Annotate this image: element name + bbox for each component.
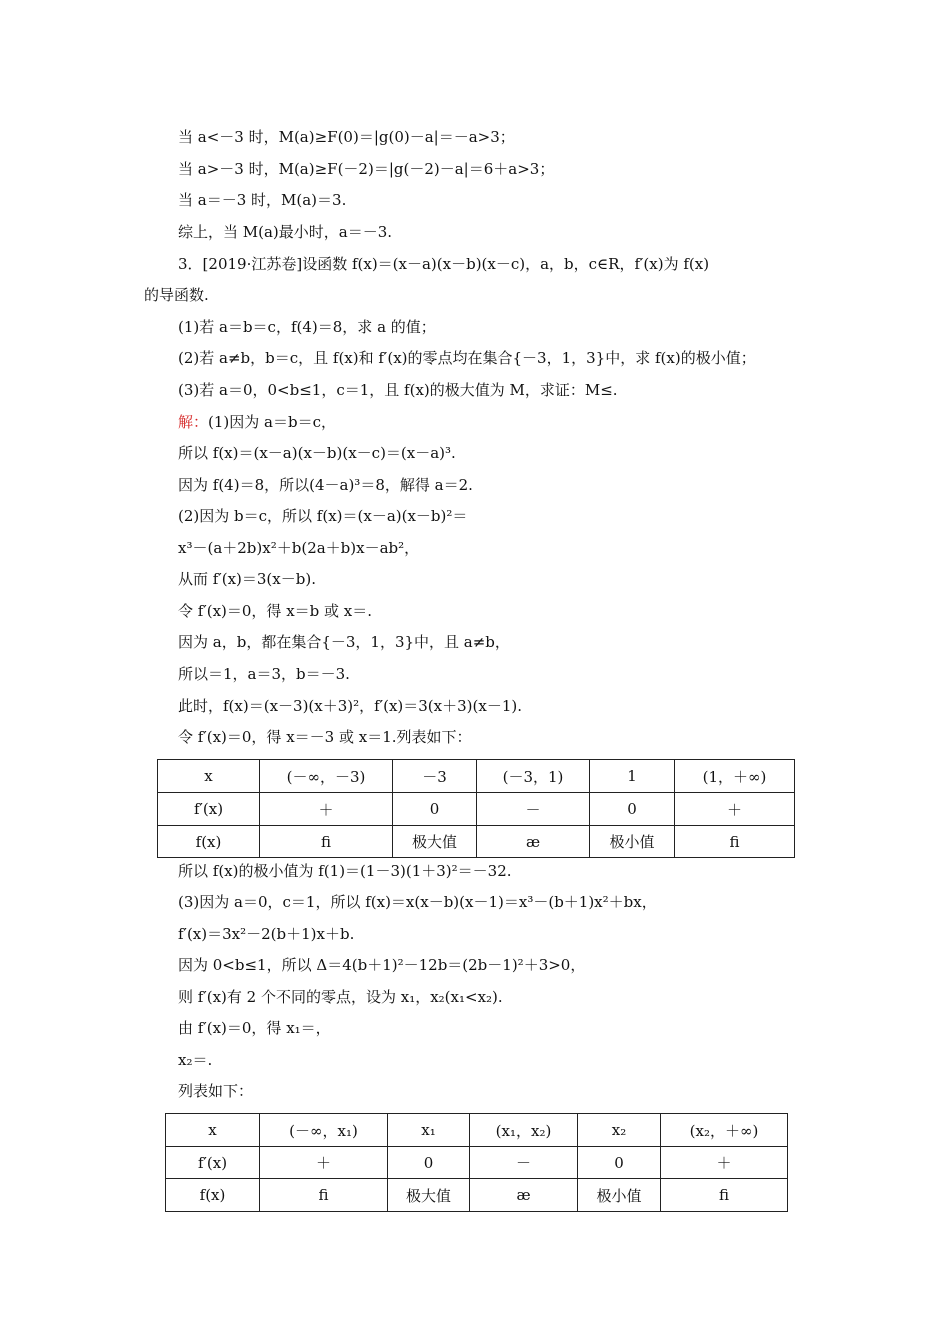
- text-line: 因为 f(4)＝8，所以(4－a)³＝8，解得 a＝2.: [178, 476, 473, 494]
- table-cell: æ: [477, 826, 590, 858]
- table-cell: (－∞，x₁): [260, 1114, 388, 1147]
- problem-statement: 3．[2019·江苏卷]设函数 f(x)＝(x－a)(x－b)(x－c)，a，b，c∈R，f′(x)为 f(x): [178, 255, 710, 273]
- table-cell: 0: [388, 1147, 470, 1179]
- text-line: 令 f′(x)＝0，得 x＝b 或 x＝.: [178, 602, 373, 620]
- text-line: (3)因为 a＝0，c＝1，所以 f(x)＝x(x－b)(x－1)＝x³－(b＋1)x²＋bx，: [178, 893, 657, 911]
- table-cell: (1，＋∞): [675, 760, 795, 793]
- table-cell: ＋: [675, 793, 795, 826]
- text-line: 列表如下：: [178, 1082, 254, 1100]
- table-cell: x₂: [578, 1114, 661, 1147]
- sign-table-2: [165, 1113, 788, 1212]
- table-cell: f′(x): [166, 1147, 260, 1179]
- text-line: 从而 f′(x)＝3(x－b).: [178, 570, 316, 588]
- solution-line: 解：(1)因为 a＝b＝c，: [178, 413, 336, 431]
- table-cell: 极大值: [393, 826, 477, 858]
- table-cell: 1: [590, 760, 675, 793]
- table-cell: ﬁ: [260, 1179, 388, 1212]
- table-cell: ＋: [260, 1147, 388, 1179]
- text-line: 令 f′(x)＝0，得 x＝－3 或 x＝1.列表如下：: [178, 728, 472, 746]
- table-cell: 极小值: [578, 1179, 661, 1212]
- table-cell: (x₁，x₂): [470, 1114, 578, 1147]
- question-3: (3)若 a＝0，0<b≤1，c＝1，且 f(x)的极大值为 M，求证：M≤.: [178, 381, 618, 399]
- table-cell: ＋: [661, 1147, 788, 1179]
- table-cell: ﬁ: [260, 826, 393, 858]
- text-line: (2)因为 b＝c，所以 f(x)＝(x－a)(x－b)²＝: [178, 507, 468, 525]
- table-cell: x: [158, 760, 260, 793]
- text-line: x₂＝.: [178, 1051, 213, 1069]
- text-line: 当 a＝－3 时，M(a)＝3.: [178, 191, 347, 209]
- table-cell: －3: [393, 760, 477, 793]
- table-cell: ﬁ: [661, 1179, 788, 1212]
- text-line: 则 f′(x)有 2 个不同的零点，设为 x₁，x₂(x₁<x₂).: [178, 988, 503, 1006]
- table-cell: (x₂，＋∞): [661, 1114, 788, 1147]
- table-cell: 极大值: [388, 1179, 470, 1212]
- table-cell: －: [477, 793, 590, 826]
- table-cell: (－3，1): [477, 760, 590, 793]
- table-cell: 0: [590, 793, 675, 826]
- text-line: 当 a<－3 时，M(a)≥F(0)＝|g(0)－a|＝－a>3；: [178, 128, 515, 146]
- solution-label: 解：: [178, 413, 209, 431]
- text-line: f′(x)＝3x²－2(b＋1)x＋b.: [178, 925, 355, 943]
- table-cell: æ: [470, 1179, 578, 1212]
- text-line: 因为 0<b≤1，所以 Δ＝4(b＋1)²－12b＝(2b－1)²＋3>0，: [178, 956, 586, 974]
- table-cell: －: [470, 1147, 578, 1179]
- text-line: 所以＝1，a＝3，b＝－3.: [178, 665, 350, 683]
- table-cell: f(x): [166, 1179, 260, 1212]
- text-line: x³－(a＋2b)x²＋b(2a＋b)x－ab²，: [178, 539, 420, 557]
- sign-table-1: [157, 759, 795, 858]
- table-cell: (－∞，－3): [260, 760, 393, 793]
- table-cell: 0: [578, 1147, 661, 1179]
- table-cell: 0: [393, 793, 477, 826]
- table-cell: x₁: [388, 1114, 470, 1147]
- problem-statement-cont: 的导函数.: [144, 286, 209, 304]
- question-1: (1)若 a＝b＝c，f(4)＝8，求 a 的值；: [178, 318, 436, 336]
- text-line: 此时，f(x)＝(x－3)(x＋3)²，f′(x)＝3(x＋3)(x－1).: [178, 697, 522, 715]
- table-cell: 极小值: [590, 826, 675, 858]
- text-line: 所以 f(x)的极小值为 f(1)＝(1－3)(1＋3)²＝－32.: [178, 862, 512, 880]
- text-line: 所以 f(x)＝(x－a)(x－b)(x－c)＝(x－a)³.: [178, 444, 456, 462]
- table-cell: ﬁ: [675, 826, 795, 858]
- text-line: 当 a>－3 时，M(a)≥F(－2)＝|g(－2)－a|＝6＋a>3；: [178, 160, 555, 178]
- table-cell: f′(x): [158, 793, 260, 826]
- text-line: 综上，当 M(a)最小时，a＝－3.: [178, 223, 393, 241]
- table-cell: f(x): [158, 826, 260, 858]
- table-cell: ＋: [260, 793, 393, 826]
- text-line: 由 f′(x)＝0，得 x₁＝，: [178, 1019, 331, 1037]
- question-2: (2)若 a≠b，b＝c，且 f(x)和 f′(x)的零点均在集合{－3，1，3}中，求 f(x)的极小值；: [178, 349, 756, 367]
- table-cell: x: [166, 1114, 260, 1147]
- text-line: 因为 a，b，都在集合{－3，1，3}中，且 a≠b，: [178, 633, 510, 651]
